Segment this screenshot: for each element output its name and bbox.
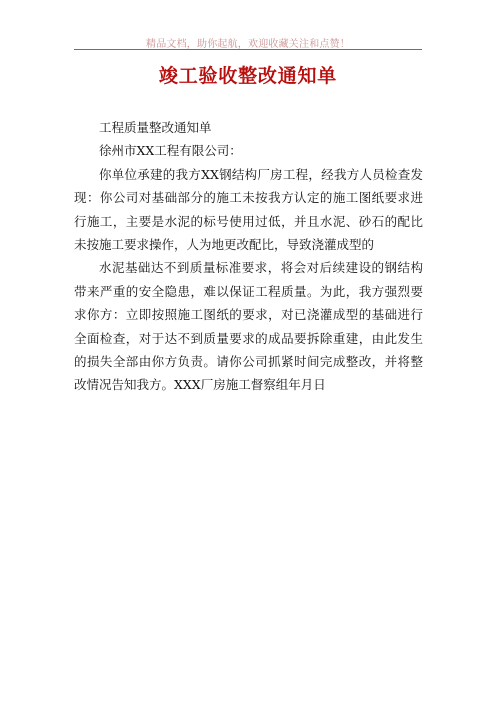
paragraph-subject: 工程质量整改通知单 xyxy=(99,120,212,135)
header-note: 精品文档，助你起航，欢迎收藏关注和点赞！ xyxy=(146,39,350,50)
header-divider xyxy=(74,49,422,50)
paragraph-recipient: 徐州市XX工程有限公司： xyxy=(99,143,242,159)
paragraph-findings: 你单位承建的我方XX钢结构厂房工程，经我方人员检查发现：你公司对基础部分的施工未按我方认定的施工图纸要求进行施工，主要是水泥的标号使用过低，并且水泥、砂石的配比未按施工要求操作，人为地更改配比，导致浇灌成型的 xyxy=(74,166,423,253)
document-body xyxy=(74,116,423,397)
paragraph-requirements: 水泥基础达不到质量标准要求，将会对后续建设的钢结构带来严重的安全隐患，难以保证工程质量。为此，我方强烈要求你方：立即按照施工图纸的要求，对已浇灌成型的基础进行全面检查，对于达不到质量要求的成品要拆除重建，由此发生的损失全部由你方负责。请你公司抓紧时间完成整改，并将整改情况告知我方。XXX厂房施工督察组年月日 xyxy=(74,260,423,393)
document-title: 竣工验收整改通知单 xyxy=(158,65,338,87)
